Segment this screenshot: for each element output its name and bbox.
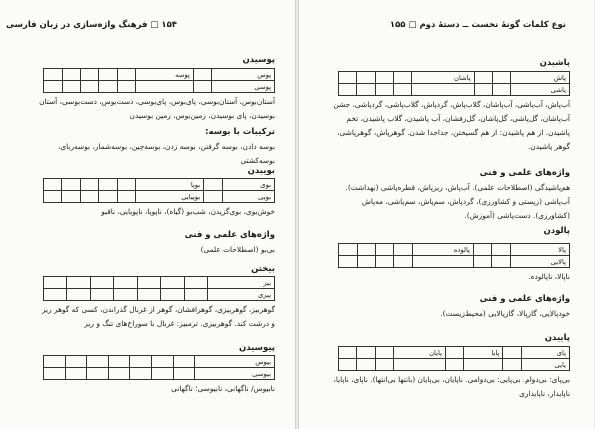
table-cell xyxy=(412,256,473,268)
paragraph: خوش‌بوی، بوی‌گزیدن، شب‌بو (گیاه)، ناپویا، ناپویایی، ناقبو xyxy=(101,207,275,216)
table-cell xyxy=(80,191,98,203)
table-cell xyxy=(90,289,113,301)
section-title: واژه‌های علمی و فنی xyxy=(184,230,275,240)
table-row xyxy=(44,356,275,368)
table-cell xyxy=(493,72,511,84)
table-row xyxy=(44,277,275,289)
right-page xyxy=(298,0,594,429)
conjugation-table xyxy=(43,68,275,93)
paragraph: خودپالایی، گازپالا، گازپالایی (محیط‌زیست). xyxy=(440,309,570,318)
table-cell xyxy=(44,81,63,93)
left-page xyxy=(0,0,296,429)
section-title: بیختن xyxy=(251,264,275,274)
table-cell xyxy=(173,356,195,368)
table-cell xyxy=(44,289,67,301)
table-cell xyxy=(44,179,62,191)
table-row xyxy=(44,179,275,191)
table-cell xyxy=(393,359,445,371)
table-cell xyxy=(412,84,474,96)
table-cell xyxy=(375,359,393,371)
paragraph: ناپالا، ناپالوده. xyxy=(528,272,570,281)
table-row xyxy=(339,84,570,96)
table-cell xyxy=(503,347,521,359)
table-cell xyxy=(81,69,99,81)
table-cell xyxy=(394,84,412,96)
paragraph: آب‌پاش، آب‌پاشی، آب‌پاشان، گلاب‌پاش، گردپاش، گلاب‌پاشی، گردپاشی، جشن آب‌پاشان، گل‌پاشی، گل‌پاشان، گل‌رفشان، آب پاشیدن، گلاب پاشیدن، تخم پاشیدن. از هم پاشیدن: از هم گسیختن، جداجدا شدن. گوهرپاش، گوهرپاشی، گوهر پاشیدن. xyxy=(333,100,570,151)
table-cell xyxy=(503,359,521,371)
table-cell xyxy=(108,356,130,368)
conjugation-table xyxy=(338,71,570,96)
table-cell xyxy=(357,256,375,268)
table-cell xyxy=(117,191,135,203)
table-cell xyxy=(375,256,393,268)
table-cell xyxy=(357,84,375,96)
table-cell xyxy=(152,356,174,368)
paragraph: بی‌بو (اصطلاحات علمی) xyxy=(200,245,275,254)
table-cell xyxy=(44,191,62,203)
table-cell xyxy=(44,368,66,380)
conjugation-table xyxy=(338,346,570,371)
table-cell xyxy=(173,368,195,380)
table-cell xyxy=(99,81,117,93)
running-head: ۱۵۴ □ فرهنگ واژه‌سازی در زبان فارسی xyxy=(5,20,177,30)
table-cell xyxy=(152,368,174,380)
table-cell xyxy=(65,356,87,368)
table-row xyxy=(339,244,570,256)
conjugation-table xyxy=(43,178,275,203)
table-row xyxy=(339,347,570,359)
table-cell xyxy=(204,191,222,203)
table-cell xyxy=(339,244,358,256)
table-cell xyxy=(357,359,375,371)
table-row xyxy=(339,256,570,268)
table-cell xyxy=(445,359,463,371)
table-cell xyxy=(87,368,109,380)
table-cell xyxy=(114,289,137,301)
table-cell xyxy=(474,72,492,84)
table-row xyxy=(44,191,275,203)
section-title: بوییدن xyxy=(247,166,275,176)
section-title: ترکیبات با بوسه: xyxy=(205,127,275,137)
table-cell: بوی xyxy=(222,179,274,191)
table-cell: پوسه xyxy=(136,69,193,81)
table-cell: پالا xyxy=(510,244,569,256)
table-cell xyxy=(137,289,160,301)
paragraph: گوهربیز، گوهربیزی، گوهرافشان، گوهر از غربال گذراندن، کسی که گوهر ریز و درشت کند. گوهربیزی. ترمبیز: غربال با سوراخ‌های تنگ و ریز xyxy=(41,305,275,328)
paragraph: بوسه دادن، بوسه گرفتن، بوسه زدن، بوسه‌چین، بوسه‌شمار، بوسه‌ربای، بوسه‌کشتی xyxy=(58,142,275,165)
table-cell xyxy=(375,72,393,84)
table-cell xyxy=(339,84,357,96)
table-cell: پاش xyxy=(511,72,570,84)
table-cell xyxy=(44,356,66,368)
table-cell xyxy=(339,72,357,84)
table-cell xyxy=(117,81,135,93)
table-cell xyxy=(80,179,98,191)
conjugation-table xyxy=(338,243,570,268)
table-cell xyxy=(394,256,412,268)
table-cell xyxy=(136,81,193,93)
table-cell: بویی xyxy=(222,191,274,203)
table-cell xyxy=(44,277,67,289)
table-row xyxy=(44,368,275,380)
table-cell xyxy=(493,84,511,96)
table-cell: بیوسی xyxy=(195,368,275,380)
paragraph: آستان‌بوس، آستان‌بوسی، پای‌بوس، پای‌بوسی، دست‌بوس، دست‌بوسی، آستان بوسیدن، پای بوسیدن، زمین‌بوس، زمین بوسیدن xyxy=(39,97,275,120)
table-cell xyxy=(90,277,113,289)
table-cell xyxy=(193,81,211,93)
table-cell: پایان xyxy=(393,347,445,359)
table-cell xyxy=(394,244,412,256)
paragraph: نابیوس/ ناگهانی، نابیوسی؛ ناگهانی xyxy=(171,384,275,393)
table-cell xyxy=(473,244,491,256)
table-cell xyxy=(62,69,80,81)
table-cell: پای xyxy=(521,347,569,359)
table-cell xyxy=(130,368,152,380)
table-row xyxy=(44,69,275,81)
table-cell: پاشان xyxy=(412,72,474,84)
section-title: پاشیدن xyxy=(539,58,570,68)
table-cell xyxy=(394,72,412,84)
table-cell xyxy=(99,191,117,203)
table-cell xyxy=(357,347,375,359)
table-cell xyxy=(67,277,90,289)
table-cell: بویا xyxy=(135,179,203,191)
table-cell: پاشی xyxy=(511,84,570,96)
table-cell xyxy=(339,359,357,371)
table-cell xyxy=(62,81,80,93)
table-cell xyxy=(375,347,393,359)
table-cell xyxy=(184,277,207,289)
table-cell xyxy=(81,81,99,93)
table-cell xyxy=(99,69,117,81)
table-cell xyxy=(114,277,137,289)
table-cell xyxy=(87,356,109,368)
table-cell xyxy=(62,179,80,191)
table-cell xyxy=(339,256,358,268)
table-cell xyxy=(193,69,211,81)
table-row xyxy=(44,289,275,301)
section-title: پاییدن xyxy=(544,333,570,343)
table-cell xyxy=(108,368,130,380)
table-cell: پوس xyxy=(212,69,275,81)
paragraph: هم‌پاشیدگی (اصطلاحات علمی). آب‌پاش، ریزپاش، قطره‌پاشی (بهداشت). آب‌پاشی (زیستی و کشاورزی)، گردپاش، سم‌پاش، سم‌پاشی، مه‌پاش (کشاورزی). دست‌پاشی (آموزش). xyxy=(345,183,570,220)
section-title: واژه‌های علمی و فنی xyxy=(479,294,570,304)
table-cell xyxy=(339,347,357,359)
section-title: پیوسیدن xyxy=(239,343,275,353)
table-cell xyxy=(117,69,135,81)
table-cell xyxy=(99,179,117,191)
conjugation-table xyxy=(43,276,275,301)
table-cell xyxy=(137,277,160,289)
table-cell xyxy=(184,289,207,301)
table-cell xyxy=(65,368,87,380)
table-cell: بیزی xyxy=(208,289,275,301)
section-title: پالودن xyxy=(543,226,570,236)
table-cell: بوییایی xyxy=(135,191,203,203)
table-cell xyxy=(161,277,184,289)
table-cell xyxy=(473,256,491,268)
table-cell xyxy=(474,84,492,96)
table-row xyxy=(339,72,570,84)
paragraph: بی‌پای: بی‌دوام. بی‌پایی: بی‌دوامی. ناپایان، بی‌پایان (بانتها بی‌انتها). ناپای، ناپایا، ناپایدار، ناپایداری xyxy=(333,375,570,398)
table-cell xyxy=(357,244,375,256)
running-head: نوع کلمات گونهٔ نخست ــ دستهٔ دوم □ ۱۵۵ xyxy=(389,20,566,30)
table-cell: بیز xyxy=(208,277,275,289)
table-cell: پایی xyxy=(521,359,569,371)
table-cell xyxy=(62,191,80,203)
table-cell xyxy=(357,72,375,84)
table-cell xyxy=(464,359,503,371)
table-cell xyxy=(161,289,184,301)
table-cell xyxy=(67,289,90,301)
conjugation-table xyxy=(43,355,275,380)
table-cell: پالوده xyxy=(412,244,473,256)
table-cell: پوسی xyxy=(212,81,275,93)
table-cell: بیوس xyxy=(195,356,275,368)
table-cell xyxy=(375,244,393,256)
table-cell: پالایی xyxy=(510,256,569,268)
table-cell xyxy=(44,69,63,81)
section-title: پوسیدن xyxy=(242,55,275,65)
table-cell: پایا xyxy=(464,347,503,359)
table-cell xyxy=(492,256,510,268)
table-row xyxy=(44,81,275,93)
table-row xyxy=(339,359,570,371)
table-cell xyxy=(492,244,510,256)
table-cell xyxy=(375,84,393,96)
section-title: واژه‌های علمی و فنی xyxy=(479,168,570,178)
table-cell xyxy=(445,347,463,359)
table-cell xyxy=(204,179,222,191)
table-cell xyxy=(130,356,152,368)
table-cell xyxy=(117,179,135,191)
